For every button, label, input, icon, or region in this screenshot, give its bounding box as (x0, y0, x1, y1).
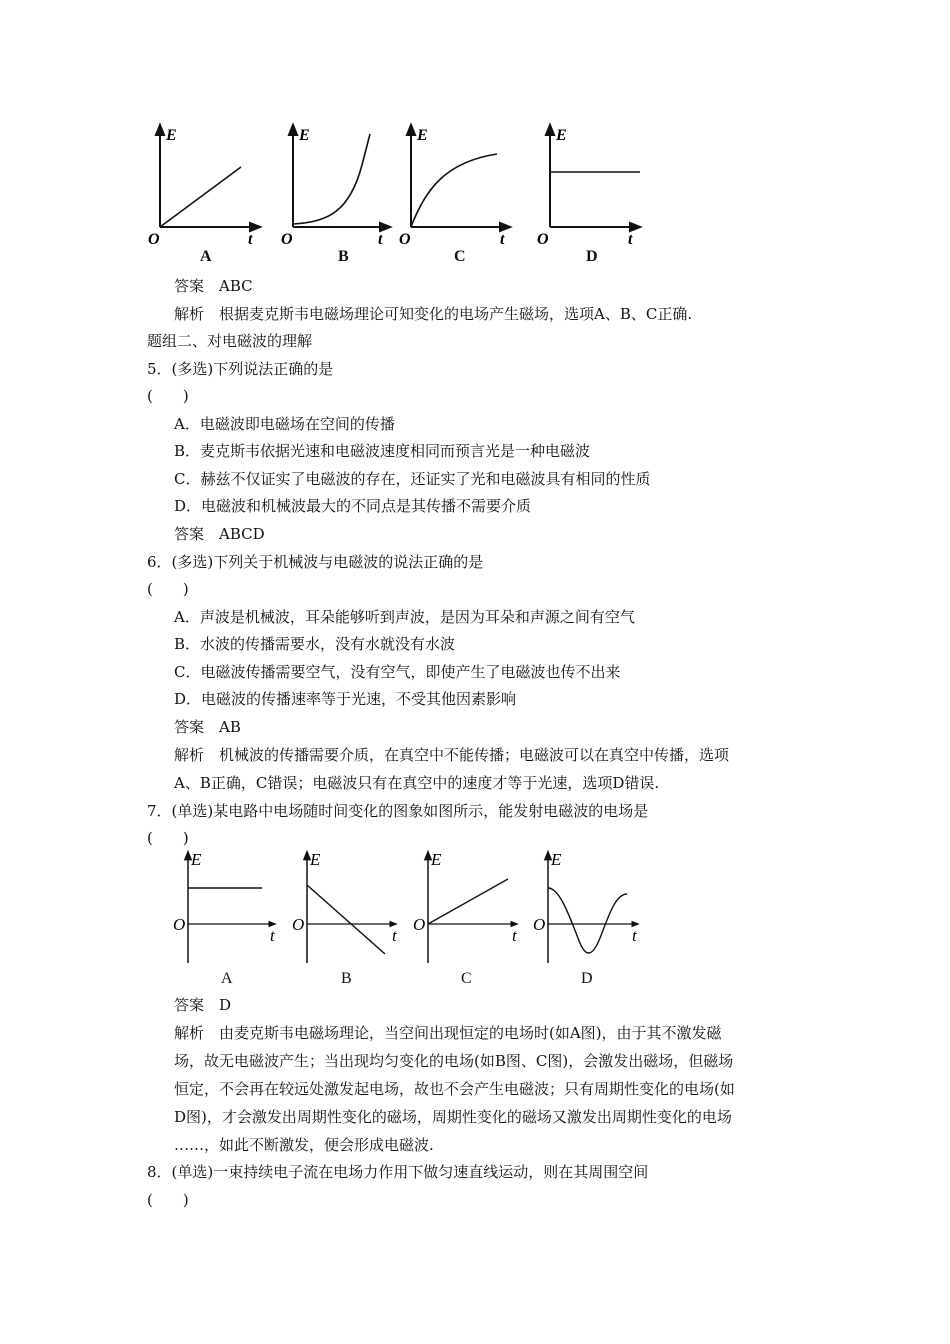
fig1-label-c: C (454, 248, 466, 265)
fig1-axis-t: t (378, 231, 383, 248)
q6-stem: 6．(多选)下列关于机械波与电磁波的说法正确的是 (147, 553, 484, 571)
q6-paren: ( ) (147, 580, 189, 598)
q6-option-a: A．声波是机械波，耳朵能够听到声波，是因为耳朵和声源之间有空气 (174, 608, 635, 626)
q4-analysis: 解析 根据麦克斯韦电磁场理论可知变化的电场产生磁场，选项A、B、C正确. (174, 305, 693, 323)
fig1-axis-t: t (628, 231, 633, 248)
fig2-axis-o: O (292, 915, 305, 934)
fig2-axis-t: t (270, 926, 275, 945)
q7-analysis-line4: D图)，才会激发出周期性变化的磁场，周期性变化的磁场又激发出周期性变化的电场 (174, 1108, 732, 1126)
fig2-label-c: C (461, 970, 472, 987)
q6-option-d: D．电磁波的传播速率等于光速，不受其他因素影响 (174, 690, 517, 708)
graph2-d (548, 852, 638, 963)
fig1-axis-e: E (417, 127, 428, 144)
fig1-label-a: A (200, 248, 212, 265)
fig1-label-d: D (586, 248, 598, 265)
q5-answer: 答案 ABCD (174, 525, 265, 543)
q8-paren: ( ) (147, 1191, 189, 1209)
q5-stem: 5．(多选)下列说法正确的是 (147, 360, 334, 378)
group2-title: 题组二、对电磁波的理解 (147, 332, 313, 350)
figure-2 (160, 848, 660, 993)
figure-1-graphs (140, 120, 660, 270)
q7-stem: 7．(单选)某电路中电场随时间变化的图象如图所示，能发射电磁波的电场是 (147, 802, 649, 820)
fig2-axis-t: t (512, 926, 517, 945)
fig2-axis-o: O (533, 915, 546, 934)
fig2-axis-o: O (173, 915, 186, 934)
q5-option-b: B．麦克斯韦依据光速和电磁波速度相同而预言光是一种电磁波 (174, 442, 591, 460)
fig2-axis-e: E (191, 850, 202, 869)
fig1-label-b: B (338, 248, 349, 265)
fig1-axis-o: O (399, 231, 411, 248)
fig2-axis-e: E (431, 850, 442, 869)
q6-analysis-line1: 解析 机械波的传播需要介质，在真空中不能传播；电磁波可以在真空中传播，选项 (174, 746, 730, 764)
q6-option-b: B．水波的传播需要水，没有水就没有水波 (174, 635, 456, 653)
fig2-axis-e: E (551, 850, 562, 869)
q5-paren: ( ) (147, 387, 189, 405)
fig2-axis-e: E (310, 850, 321, 869)
fig1-axis-o: O (537, 231, 549, 248)
q6-answer: 答案 AB (174, 718, 241, 736)
q8-stem: 8．(单选)一束持续电子流在电场力作用下做匀速直线运动，则在其周围空间 (147, 1163, 649, 1181)
q7-paren: ( ) (147, 829, 189, 847)
fig1-axis-e: E (166, 127, 177, 144)
fig1-axis-e: E (299, 127, 310, 144)
fig2-axis-t: t (392, 926, 397, 945)
fig1-axis-e: E (556, 127, 567, 144)
q6-analysis-line2: A、B正确，C错误；电磁波只有在真空中的速度才等于光速，选项D错误. (174, 774, 660, 792)
q7-analysis-line3: 恒定，不会再在较远处激发起电场，故也不会产生电磁波；只有周期性变化的电场(如 (174, 1080, 735, 1098)
fig2-axis-t: t (632, 926, 637, 945)
fig2-axis-o: O (413, 915, 426, 934)
fig1-axis-t: t (248, 231, 253, 248)
q7-analysis-line2: 场，故无电磁波产生；当出现均匀变化的电场(如B图、C图)，会激发出磁场，但磁场 (174, 1052, 734, 1070)
fig2-label-d: D (581, 970, 593, 987)
q6-option-c: C．电磁波传播需要空气，没有空气，即使产生了电磁波也传不出来 (174, 663, 621, 681)
fig1-axis-t: t (500, 231, 505, 248)
fig1-axis-o: O (148, 231, 160, 248)
q7-analysis-line5: ……，如此不断激发，便会形成电磁波. (174, 1136, 434, 1154)
fig2-label-b: B (341, 970, 352, 987)
q5-option-a: A．电磁波即电磁场在空间的传播 (174, 415, 395, 433)
q5-option-c: C．赫兹不仅证实了电磁波的存在，还证实了光和电磁波具有相同的性质 (174, 470, 651, 488)
q4-answer: 答案 ABC (174, 277, 253, 295)
q7-answer: 答案 D (174, 996, 232, 1014)
q7-analysis-line1: 解析 由麦克斯韦电磁场理论，当空间出现恒定的电场时(如A图)，由于其不激发磁 (174, 1024, 722, 1042)
fig1-axis-o: O (281, 231, 293, 248)
q5-option-d: D．电磁波和机械波最大的不同点是其传播不需要介质 (174, 497, 532, 515)
figure-1 (140, 120, 660, 270)
fig2-label-a: A (221, 970, 233, 987)
